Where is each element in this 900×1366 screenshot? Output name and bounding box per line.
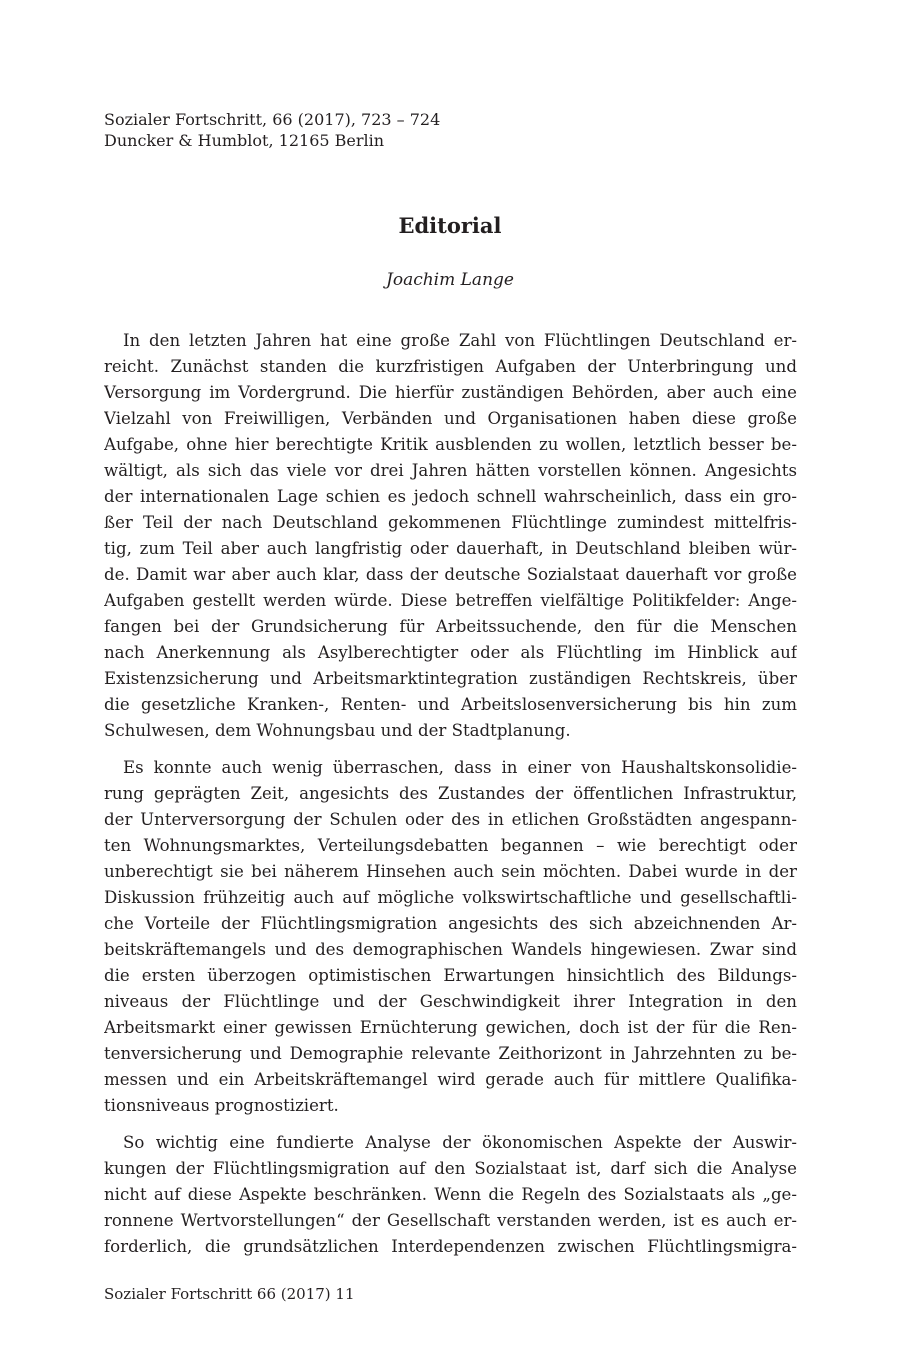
text-line: rung geprägten Zeit, angesichts des Zustandes der öffentlichen Infrastruktur, — [104, 784, 797, 803]
text-line: reicht. Zunächst standen die kurzfristigen Aufgaben der Unterbringung und — [104, 357, 797, 376]
text-line: wältigt, als sich das viele vor drei Jahren hätten vorstellen können. Angesichts — [104, 461, 797, 480]
text-line: die gesetzliche Kranken-, Renten- und Arbeitslosenversicherung bis hin zum — [104, 695, 797, 714]
text-line: Es konnte auch wenig überraschen, dass in einer von Haushaltskonsolidie- — [123, 758, 797, 777]
text-line: Schulwesen, dem Wohnungsbau und der Stadtplanung. — [104, 721, 571, 740]
text-line: In den letzten Jahren hat eine große Zahl von Flüchtlingen Deutschland er- — [123, 331, 797, 350]
article-author: Joachim Lange — [386, 270, 514, 290]
journal-header — [104, 109, 440, 151]
text-line: tig, zum Teil aber auch langfristig oder dauerhaft, in Deutschland bleiben wür- — [104, 539, 797, 558]
text-line: beitskräftemangels und des demographischen Wandels hingewiesen. Zwar sind — [104, 940, 797, 959]
text-line: fangen bei der Grundsicherung für Arbeitssuchende, den für die Menschen — [104, 617, 797, 636]
text-line: Versorgung im Vordergrund. Die hierfür zuständigen Behörden, aber auch eine — [104, 383, 797, 402]
text-line: Aufgabe, ohne hier berechtigte Kritik ausblenden zu wollen, letztlich besser be- — [104, 435, 797, 454]
text-line: der internationalen Lage schien es jedoch schnell wahrscheinlich, dass ein gro- — [104, 487, 797, 506]
text-line: che Vorteile der Flüchtlingsmigration angesichts des sich abzeichnenden Ar- — [104, 914, 797, 933]
paragraph — [104, 328, 797, 744]
text-line: nach Anerkennung als Asylberechtigter oder als Flüchtling im Hinblick auf — [104, 643, 797, 662]
text-line: Arbeitsmarkt einer gewissen Ernüchterung gewichen, doch ist der für die Ren- — [104, 1018, 797, 1037]
text-line: unberechtigt sie bei näherem Hinsehen auch sein möchten. Dabei wurde in der — [104, 862, 797, 881]
article-body — [104, 328, 797, 1271]
text-line: Vielzahl von Freiwilligen, Verbänden und Organisationen haben diese große — [104, 409, 797, 428]
text-line: tenversicherung und Demographie relevante Zeithorizont in Jahrzehnten zu be- — [104, 1044, 797, 1063]
text-line: forderlich, die grundsätzlichen Interdependenzen zwischen Flüchtlingsmigra- — [104, 1237, 797, 1256]
text-line: Aufgaben gestellt werden würde. Diese betreffen vielfältige Politikfelder: Ange- — [104, 591, 797, 610]
publisher-line: Duncker & Humblot, 12165 Berlin — [104, 131, 385, 150]
text-line: de. Damit war aber auch klar, dass der deutsche Sozialstaat dauerhaft vor große — [104, 565, 797, 584]
text-line: ßer Teil der nach Deutschland gekommenen Flüchtlinge zumindest mittelfris- — [104, 513, 797, 532]
text-line: niveaus der Flüchtlinge und der Geschwindigkeit ihrer Integration in den — [104, 992, 797, 1011]
text-line: die ersten überzogen optimistischen Erwartungen hinsichtlich des Bildungs- — [104, 966, 797, 985]
journal-citation: Sozialer Fortschritt, 66 (2017), 723 – 724 — [104, 110, 441, 129]
text-line: kungen der Flüchtlingsmigration auf den Sozialstaat ist, darf sich die Analyse — [104, 1159, 797, 1178]
text-line: Diskussion frühzeitig auch auf mögliche volkswirtschaftliche und gesellschaftli- — [104, 888, 797, 907]
paragraph — [104, 755, 797, 1119]
text-line: ronnene Wertvorstellungen“ der Gesellschaft verstanden werden, ist es auch er- — [104, 1211, 797, 1230]
article-title: Editorial — [398, 213, 502, 238]
text-line: nicht auf diese Aspekte beschränken. Wenn die Regeln des Sozialstaats als „ge- — [104, 1185, 797, 1204]
text-line: Existenzsicherung und Arbeitsmarktintegration zuständigen Rechtskreis, über — [104, 669, 797, 688]
page-footer: Sozialer Fortschritt 66 (2017) 11 — [104, 1285, 355, 1303]
text-line: messen und ein Arbeitskräftemangel wird gerade auch für mittlere Qualifika- — [104, 1070, 797, 1089]
text-line: der Unterversorgung der Schulen oder des in etlichen Großstädten angespann- — [104, 810, 797, 829]
text-line: tionsniveaus prognostiziert. — [104, 1096, 339, 1115]
paragraph — [104, 1130, 797, 1260]
text-line: ten Wohnungsmarktes, Verteilungsdebatten begannen – wie berechtigt oder — [104, 836, 797, 855]
text-line: So wichtig eine fundierte Analyse der ökonomischen Aspekte der Auswir- — [123, 1133, 797, 1152]
